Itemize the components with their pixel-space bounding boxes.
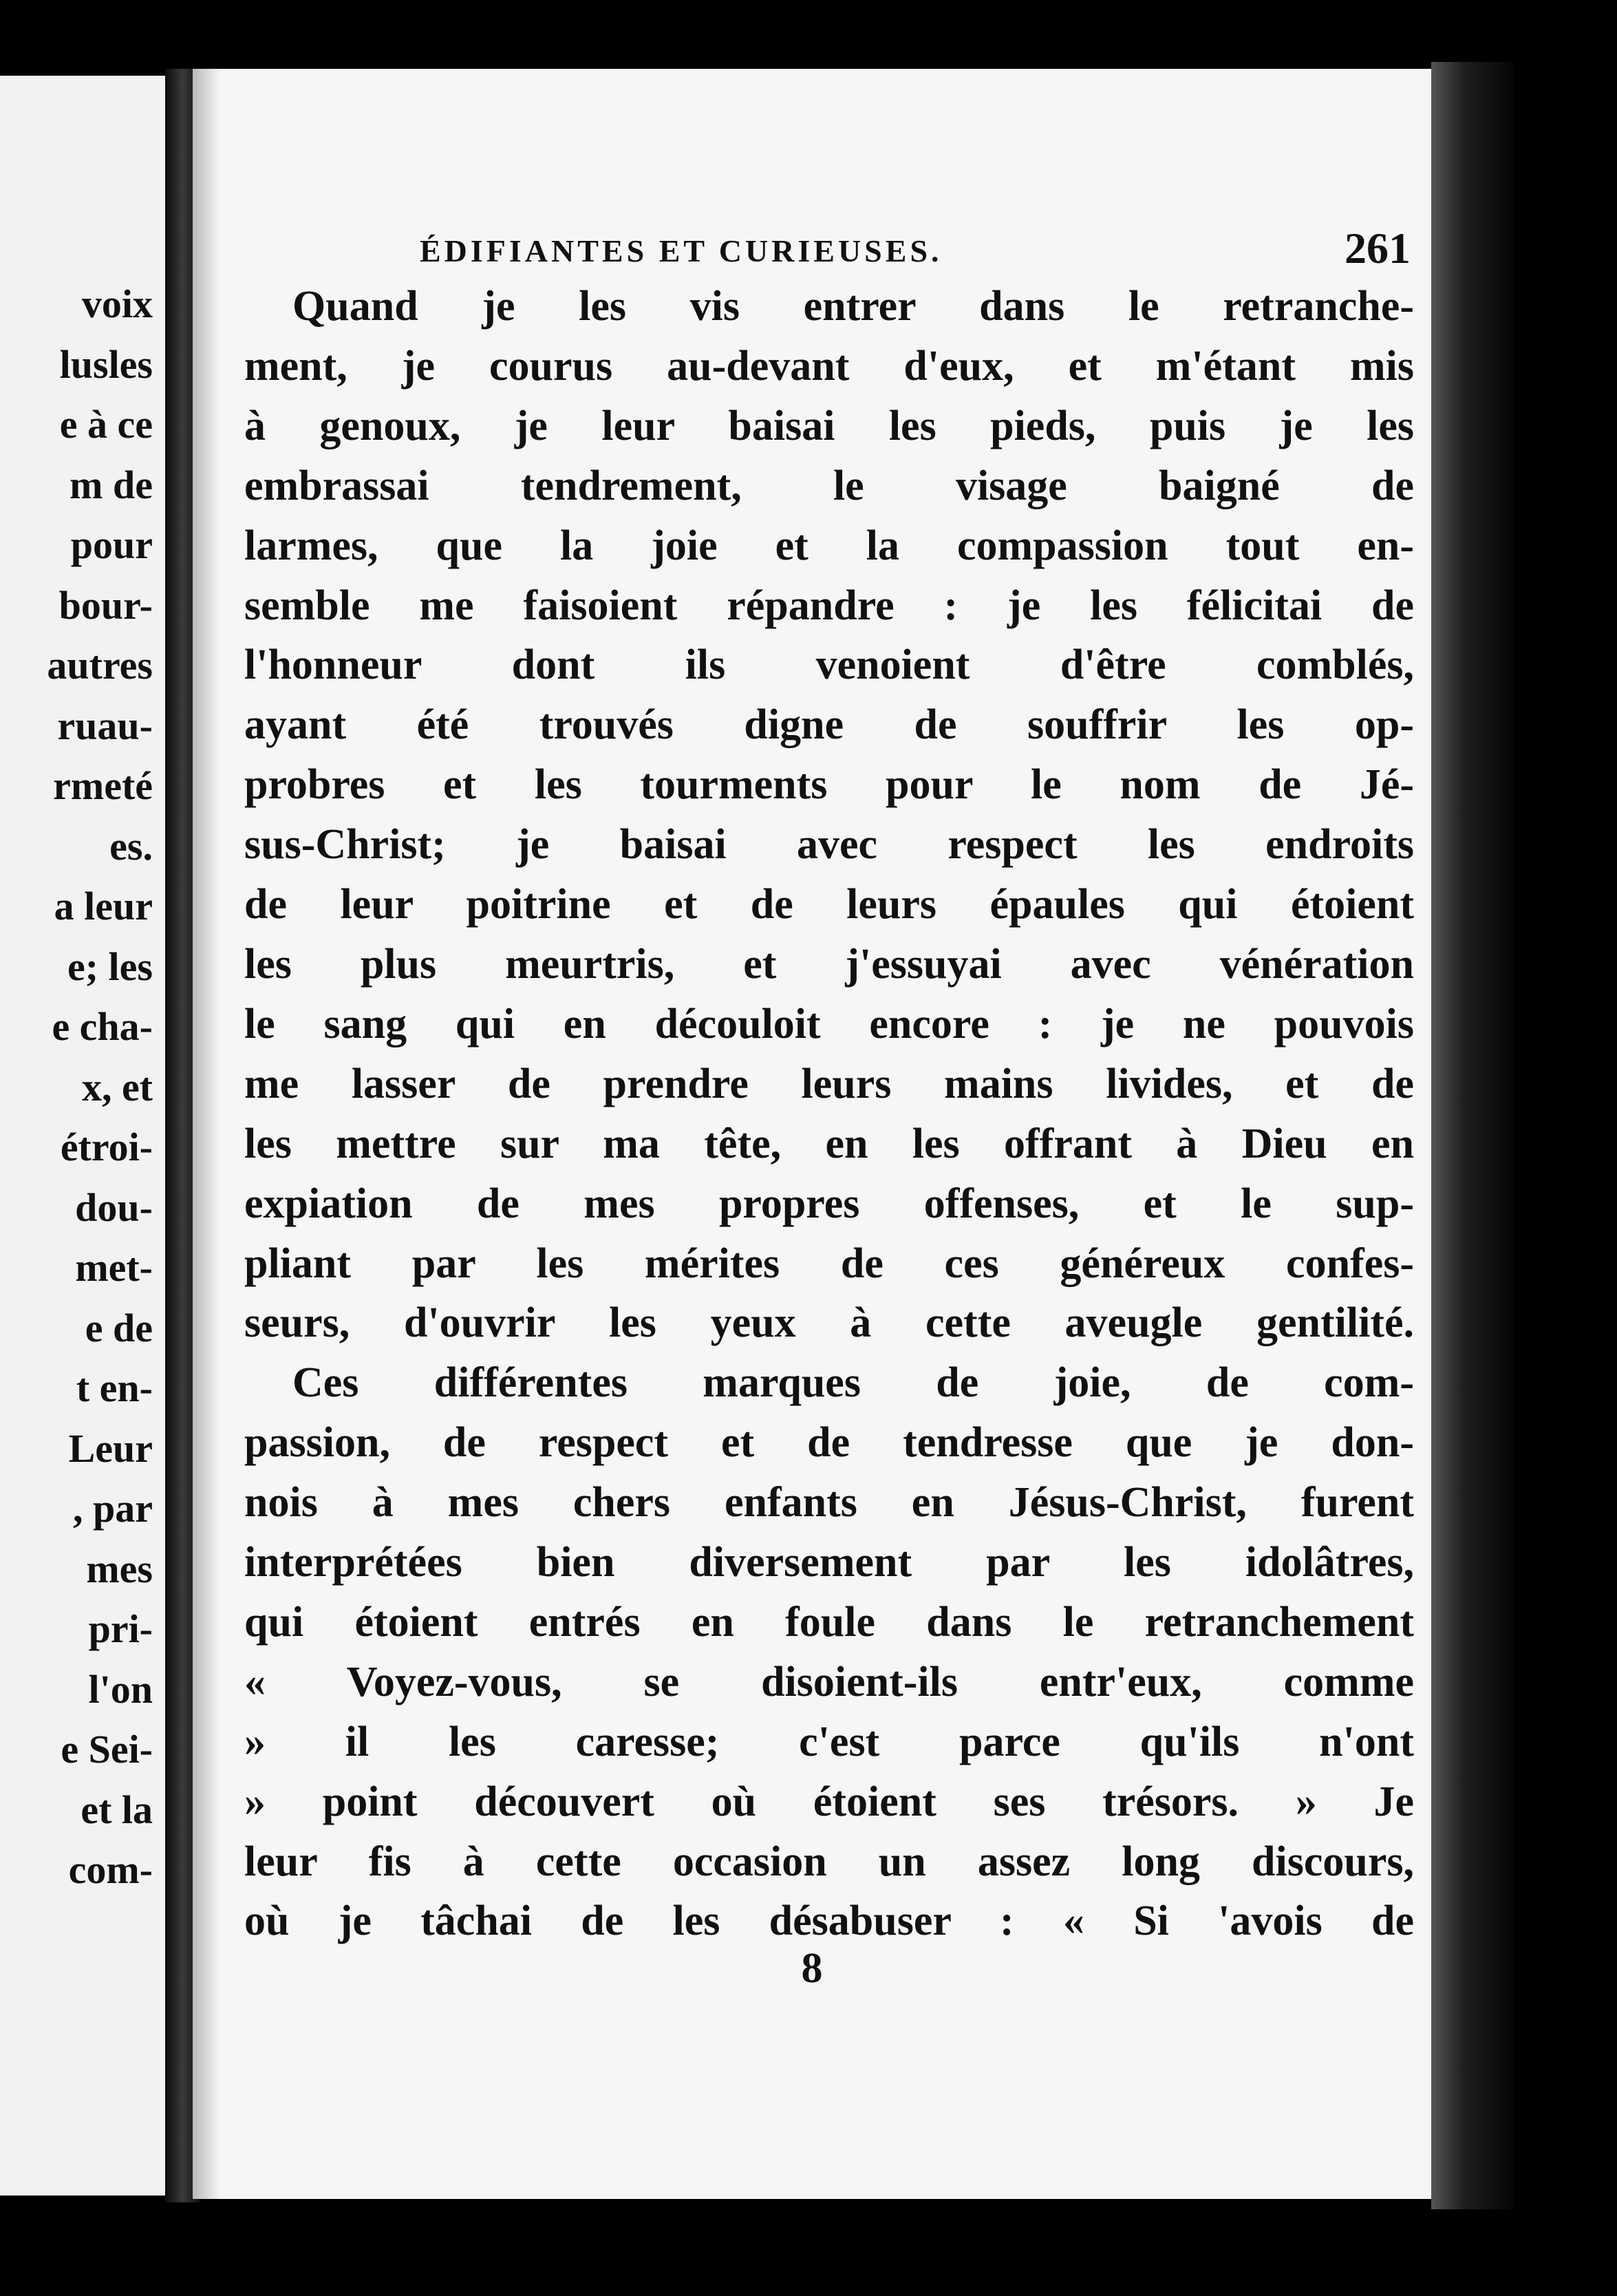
left-page-line: , par [73,1486,153,1531]
text-line: l'honneur dont ils venoient d'être comblés, [244,641,1414,689]
left-page-line: rmeté [53,763,153,808]
left-page-text [0,274,153,1900]
text-line: passion, de respect et de tendresse que je don- [244,1419,1414,1467]
left-page-line: e; les [67,944,153,989]
text-line: sus-Christ; je baisai avec respect les endroits [244,821,1414,869]
text-line: nois à mes chers enfants en Jésus-Christ, furent [244,1479,1414,1527]
text-line: qui étoient entrés en foule dans le retranchement [244,1598,1414,1646]
text-line: larmes, que la joie et la compassion tout en- [244,522,1414,569]
text-line: à genoux, je leur baisai les pieds, puis je les [244,402,1414,449]
left-page-line: com- [68,1847,153,1892]
left-page-line: e Sei- [61,1727,153,1772]
page-edge-shadow [1431,62,1514,2209]
text-line: » point découvert où étoient ses trésors. » Je [244,1778,1414,1825]
left-page-line: es. [109,823,153,869]
left-page-line: ruau- [57,703,153,748]
text-line: interprétées bien diversement par les idolâtres, [244,1539,1414,1586]
left-page-fragment [0,76,165,2196]
text-line: « Voyez-vous, se disoient-ils entr'eux, comme [244,1658,1414,1705]
text-line: où je tâchai de les désabuser : « Si 'avois de [244,1898,1414,1945]
text-line: pliant par les mérites de ces généreux confes- [244,1240,1414,1287]
signature-mark [193,1944,1431,1993]
left-page-line: mes [86,1546,153,1591]
text-line: probres et les tourments pour le nom de Jé- [244,761,1414,809]
left-page-line: e à ce [59,402,153,447]
right-page [193,69,1431,2199]
left-page-line: pri- [88,1606,153,1651]
text-line: ayant été trouvés digne de souffrir les op- [244,701,1414,749]
text-line: le sang qui en découloit encore : je ne pouvois [244,1000,1414,1048]
left-page-line: t en- [76,1365,153,1410]
text-line: me lasser de prendre leurs mains livides, et de [244,1060,1414,1107]
left-page-line: a leur [54,884,153,928]
text-line: expiation de mes propres offenses, et le sup- [244,1180,1414,1227]
text-line: ment, je courus au-devant d'eux, et m'étant mis [244,342,1414,390]
left-page-line: met- [75,1245,153,1290]
left-page-line: et la [81,1787,153,1832]
left-page-line: voix [81,281,153,326]
left-page-line: bour- [58,582,153,628]
left-page-line: e de [85,1305,153,1350]
left-page-line: lusles [59,341,153,387]
text-line: » il les caresse; c'est parce qu'ils n'ont [244,1718,1414,1765]
left-page-line: m de [69,462,153,507]
left-page-line: autres [47,643,153,688]
text-line: les mettre sur ma tête, en les offrant à Dieu en [244,1120,1414,1167]
page-shadow [193,69,220,2199]
text-line: Quand je les vis entrer dans le retranche- [292,283,1414,330]
body-text [244,277,1414,1951]
left-page-line: pour [70,522,153,567]
text-line: semble me faisoient répandre : je les félicitai de [244,582,1414,629]
text-line: les plus meurtris, et j'essuyai avec vénération [244,940,1414,988]
running-head [420,224,1431,273]
left-page-line: étroi- [60,1125,153,1169]
signature-number: 8 [801,1945,823,1992]
left-page-line: l'on [88,1666,153,1712]
left-page-line: e cha- [52,1004,153,1049]
text-line: de leur poitrine et de leurs épaules qui étoient [244,881,1414,928]
text-line: embrassai tendrement, le visage baigné de [244,462,1414,509]
text-line: seurs, d'ouvrir les yeux à cette aveugle gentilité. [244,1299,1414,1347]
text-line: leur fis à cette occasion un assez long discours, [244,1838,1414,1885]
running-head-title: ÉDIFIANTES ET CURIEUSES. [420,233,943,268]
left-page-line: dou- [75,1184,153,1230]
text-line: Ces différentes marques de joie, de com- [292,1359,1414,1407]
left-page-line: Leur [68,1425,153,1471]
page-number: 261 [1345,224,1411,273]
left-page-line: x, et [81,1064,153,1109]
